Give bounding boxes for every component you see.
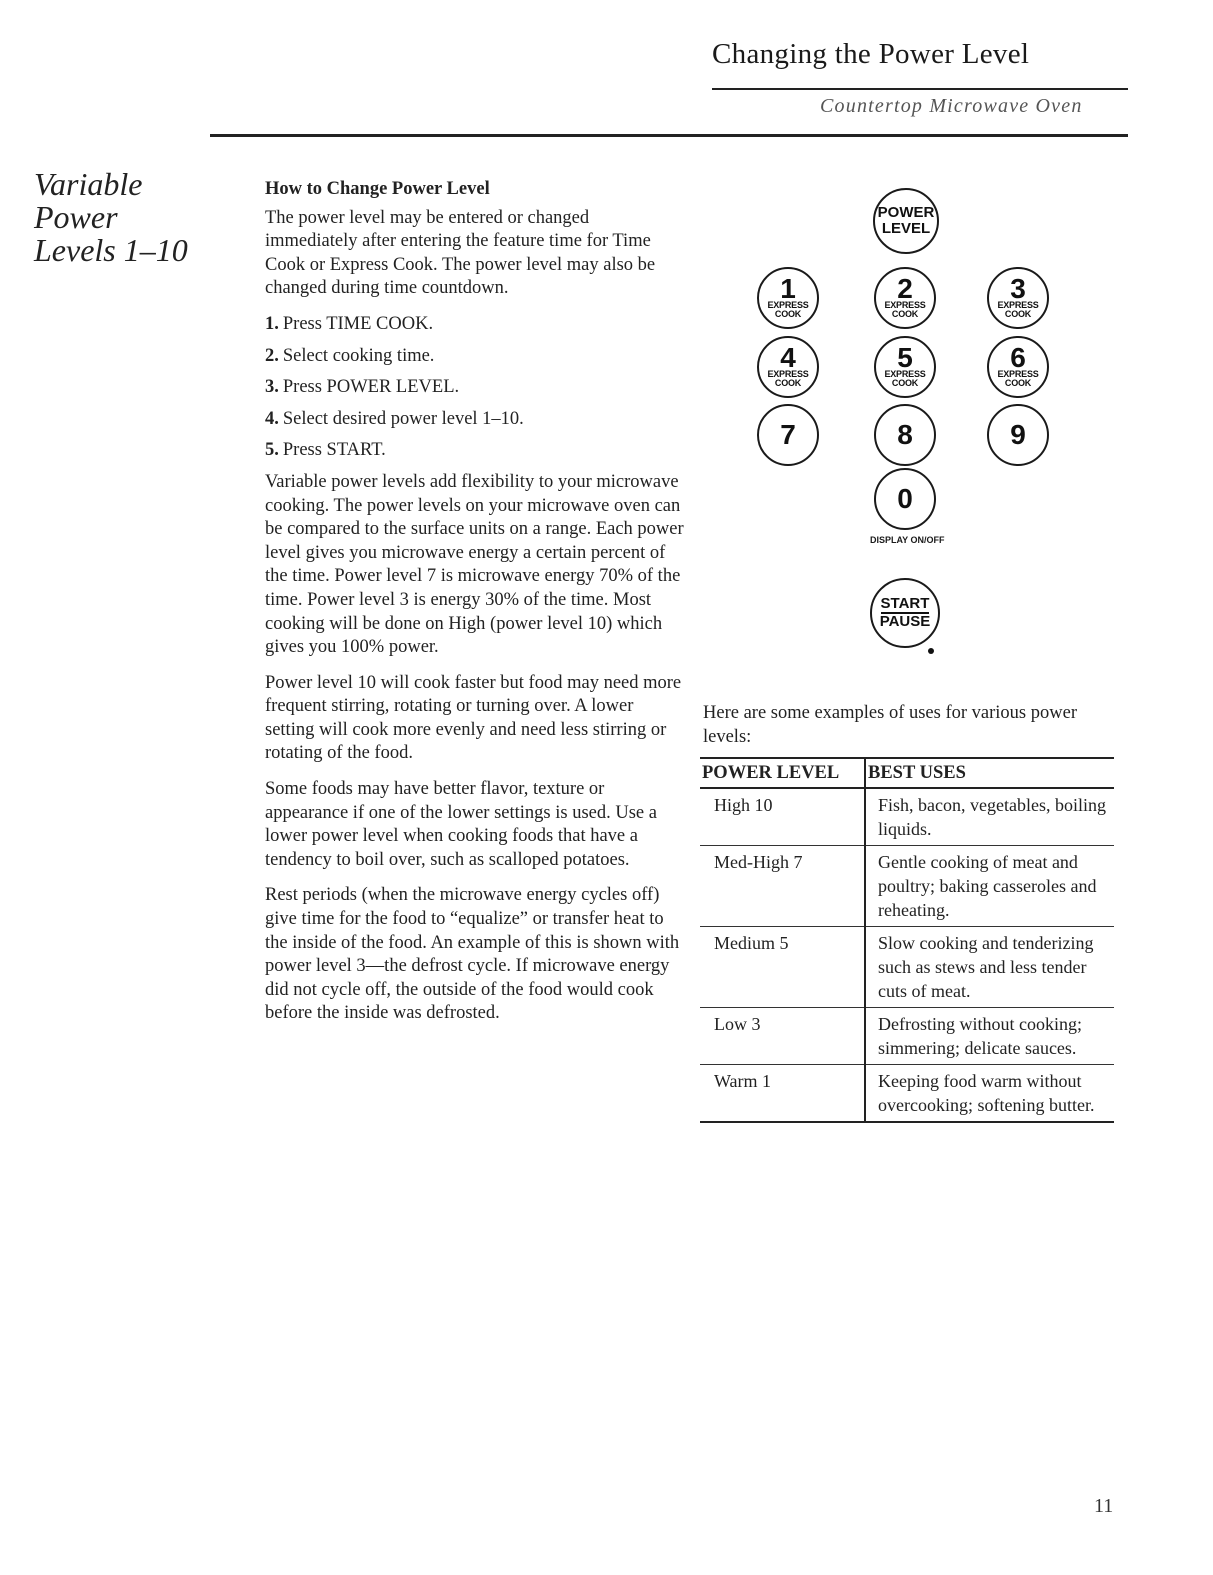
power-level-cell: Warm 1 <box>700 1065 865 1123</box>
number-key-2[interactable] <box>874 267 936 329</box>
side-heading-line: Power <box>34 199 118 235</box>
table-row <box>700 1065 1114 1123</box>
table-row <box>700 1008 1114 1065</box>
side-heading <box>34 168 188 267</box>
instructions-column <box>265 178 685 1038</box>
key-sublabel: EXPRESS <box>997 369 1039 379</box>
table-intro: Here are some examples of uses for various power levels: <box>703 703 1077 747</box>
body-paragraph: Power level 10 will cook faster but food may need more frequent stirring, rotating or turning over. A lower setting will cook more evenly and need less stirring or rotating of the food. <box>265 672 682 764</box>
steps-list <box>265 313 685 463</box>
key-sublabel: EXPRESS <box>767 300 809 310</box>
display-on-off-label: DISPLAY ON/OFF <box>870 535 945 545</box>
start-pause-key[interactable] <box>870 578 940 648</box>
section-divider <box>210 134 1128 137</box>
step-text: Select desired power level 1–10. <box>282 408 524 429</box>
intro-paragraph: The power level may be entered or changed immediately after entering the feature time for Time Cook or Express Cook. The power level may also be changed during time countdown. <box>265 207 656 299</box>
table-row <box>700 927 1114 1008</box>
power-level-cell: Low 3 <box>700 1008 865 1065</box>
key-label: START <box>880 595 930 612</box>
key-label: LEVEL <box>881 220 931 237</box>
page-number: 11 <box>1094 1495 1114 1517</box>
step-number: 3. <box>265 377 279 398</box>
number-key-9[interactable] <box>987 404 1049 466</box>
step-item <box>265 408 685 432</box>
best-uses-cell: Gentle cooking of meat and poultry; baking casseroles and reheating. <box>865 846 1114 927</box>
power-level-cell: Med-High 7 <box>700 846 865 927</box>
key-sublabel: COOK <box>891 378 919 388</box>
key-sublabel: EXPRESS <box>997 300 1039 310</box>
number-key-6[interactable] <box>987 336 1049 398</box>
step-item <box>265 313 685 337</box>
step-item <box>265 376 685 400</box>
key-label: POWER <box>877 204 935 221</box>
power-level-cell: Medium 5 <box>700 927 865 1008</box>
side-heading-line: Variable <box>34 166 143 202</box>
step-number: 5. <box>265 440 279 461</box>
key-sublabel: COOK <box>891 309 919 319</box>
number-key-8[interactable] <box>874 404 936 466</box>
power-level-key[interactable] <box>873 188 939 254</box>
step-item <box>265 345 685 369</box>
key-digit: 1 <box>780 273 796 304</box>
best-uses-cell: Slow cooking and tenderizing such as stews and less tender cuts of meat. <box>865 927 1114 1008</box>
best-uses-cell: Fish, bacon, vegetables, boiling liquids. <box>865 788 1114 846</box>
step-text: Press POWER LEVEL. <box>282 377 460 398</box>
key-sublabel: COOK <box>1004 378 1032 388</box>
number-key-3[interactable] <box>987 267 1049 329</box>
power-level-cell: High 10 <box>700 788 865 846</box>
number-key-4[interactable] <box>757 336 819 398</box>
side-heading-line: Levels 1–10 <box>34 232 188 268</box>
best-uses-cell: Defrosting without cooking; simmering; delicate sauces. <box>865 1008 1114 1065</box>
page-title: Changing the Power Level <box>712 38 1030 70</box>
power-level-table <box>700 757 1114 1123</box>
step-number: 2. <box>265 345 279 366</box>
best-uses-cell: Keeping food warm without overcooking; softening butter. <box>865 1065 1114 1123</box>
table-row <box>700 846 1114 927</box>
body-paragraph: Some foods may have better flavor, texture or appearance if one of the lower settings is used. Use a lower power level when cooking foods that have a tendency to boil over, such as scalloped potatoes. <box>265 779 657 870</box>
key-sublabel: COOK <box>1004 309 1032 319</box>
key-sublabel: EXPRESS <box>884 300 926 310</box>
number-key-7[interactable] <box>757 404 819 466</box>
step-text: Press START. <box>282 440 386 461</box>
step-number: 4. <box>265 408 279 429</box>
key-sublabel: COOK <box>774 378 802 388</box>
key-digit: 5 <box>897 342 913 373</box>
step-text: Press TIME COOK. <box>282 313 434 334</box>
number-key-1[interactable] <box>757 267 819 329</box>
key-digit: 8 <box>897 419 913 450</box>
number-key-5[interactable] <box>874 336 936 398</box>
start-indicator-dot <box>928 648 934 654</box>
key-label: PAUSE <box>879 613 931 630</box>
page-subtitle: Countertop Microwave Oven <box>820 95 1083 117</box>
step-item <box>265 439 685 463</box>
section-heading: How to Change Power Level <box>265 179 490 199</box>
key-digit: 2 <box>897 273 913 304</box>
column-header-power-level: POWER LEVEL <box>700 758 865 788</box>
table-row <box>700 788 1114 846</box>
key-digit: 0 <box>897 483 913 514</box>
body-paragraph: Rest periods (when the microwave energy cycles off) give time for the food to “equalize” or transfer heat to the inside of the food. An example of this is shown with power level 3—the defrost cycle. If microwave energy did not cycle off, the outside of the food would cook before the inside was defrosted. <box>265 885 680 1024</box>
key-digit: 4 <box>780 342 796 373</box>
key-digit: 6 <box>1010 342 1026 373</box>
step-number: 1. <box>265 313 279 334</box>
column-header-best-uses: BEST USES <box>865 758 1114 788</box>
key-digit: 7 <box>780 419 796 450</box>
number-key-0[interactable] <box>874 468 936 530</box>
header-rule <box>712 88 1128 90</box>
key-sublabel: COOK <box>774 309 802 319</box>
body-paragraph: Variable power levels add flexibility to your microwave cooking. The power levels on your microwave oven can be compared to the surface units on a range. Each power level gives you microwave energy a certain percent of the time. Power level 7 is microwave energy 70% of the time. Power level 3 is energy 30% of the time. Most cooking will be done on High (power level 10) which gives you 100% power. <box>265 471 684 658</box>
table-header-row <box>700 758 1114 788</box>
key-digit: 3 <box>1010 273 1026 304</box>
key-digit: 9 <box>1010 419 1026 450</box>
key-sublabel: EXPRESS <box>884 369 926 379</box>
key-sublabel: EXPRESS <box>767 369 809 379</box>
step-text: Select cooking time. <box>282 345 435 366</box>
